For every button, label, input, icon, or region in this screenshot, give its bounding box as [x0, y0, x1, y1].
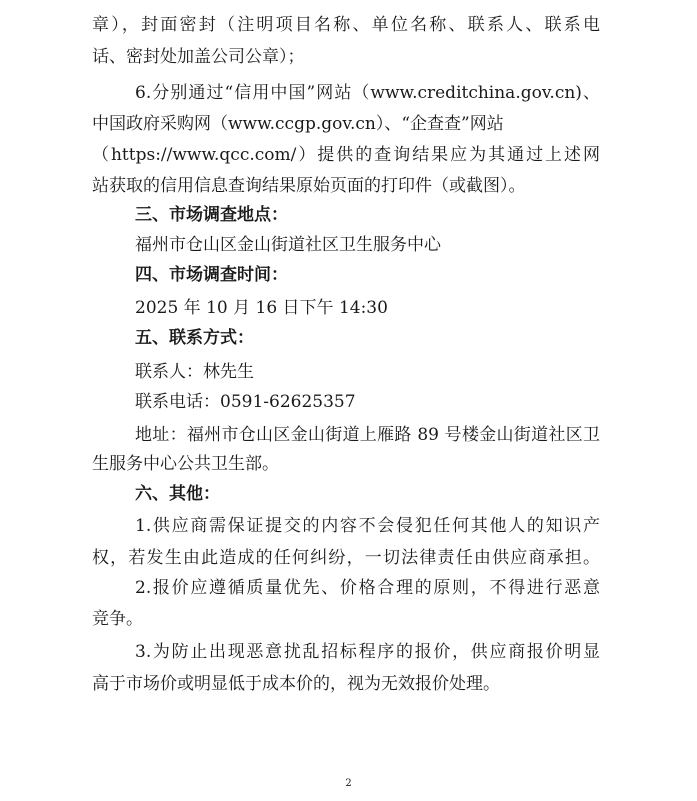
text-line: 竞争。: [92, 609, 143, 629]
section-heading: 三、市场调查地点：: [135, 205, 288, 225]
text-line: 生服务中心公共卫生部。: [92, 454, 279, 474]
text-line: 联系电话：0591-62625357: [135, 392, 356, 412]
text-line: 话、密封处加盖公司公章）；: [92, 47, 305, 67]
text-line: 站获取的信用信息查询结果原始页面的打印件（或截图）。: [92, 176, 526, 196]
text-line: 3.为防止出现恶意扰乱招标程序的报价，供应商报价明显: [135, 642, 600, 662]
text-line: 权，若发生由此造成的任何纠纷，一切法律责任由供应商承担。: [92, 548, 600, 568]
text-line: 地址：福州市仓山区金山街道上雁路 89 号楼金山街道社区卫: [135, 425, 600, 445]
text-line: （https://www.qcc.com/）提供的查询结果应为其通过上述网: [92, 145, 600, 165]
section-heading: 六、其他：: [135, 484, 220, 504]
text-line: 福州市仓山区金山街道社区卫生服务中心: [135, 235, 441, 255]
text-line: 1.供应商需保证提交的内容不会侵犯任何其他人的知识产: [135, 516, 600, 536]
page-number: 2: [345, 778, 352, 789]
text-line: 联系人：林先生: [135, 362, 254, 382]
text-line: 2.报价应遵循质量优先、价格合理的原则，不得进行恶意: [135, 578, 600, 598]
text-line: 中国政府采购网（www.ccgp.gov.cn）、“企查查”网站: [92, 114, 504, 134]
text-line: 章），封面密封（注明项目名称、单位名称、联系人、联系电: [92, 15, 600, 35]
text-line: 2025 年 10 月 16 日下午 14:30: [135, 298, 388, 318]
text-line: 高于市场价或明显低于成本价的，视为无效报价处理。: [92, 674, 500, 694]
section-heading: 四、市场调查时间：: [135, 265, 288, 285]
text-line: 6.分别通过“信用中国”网站（www.creditchina.gov.cn)、: [135, 83, 600, 103]
section-heading: 五、联系方式：: [135, 328, 254, 348]
